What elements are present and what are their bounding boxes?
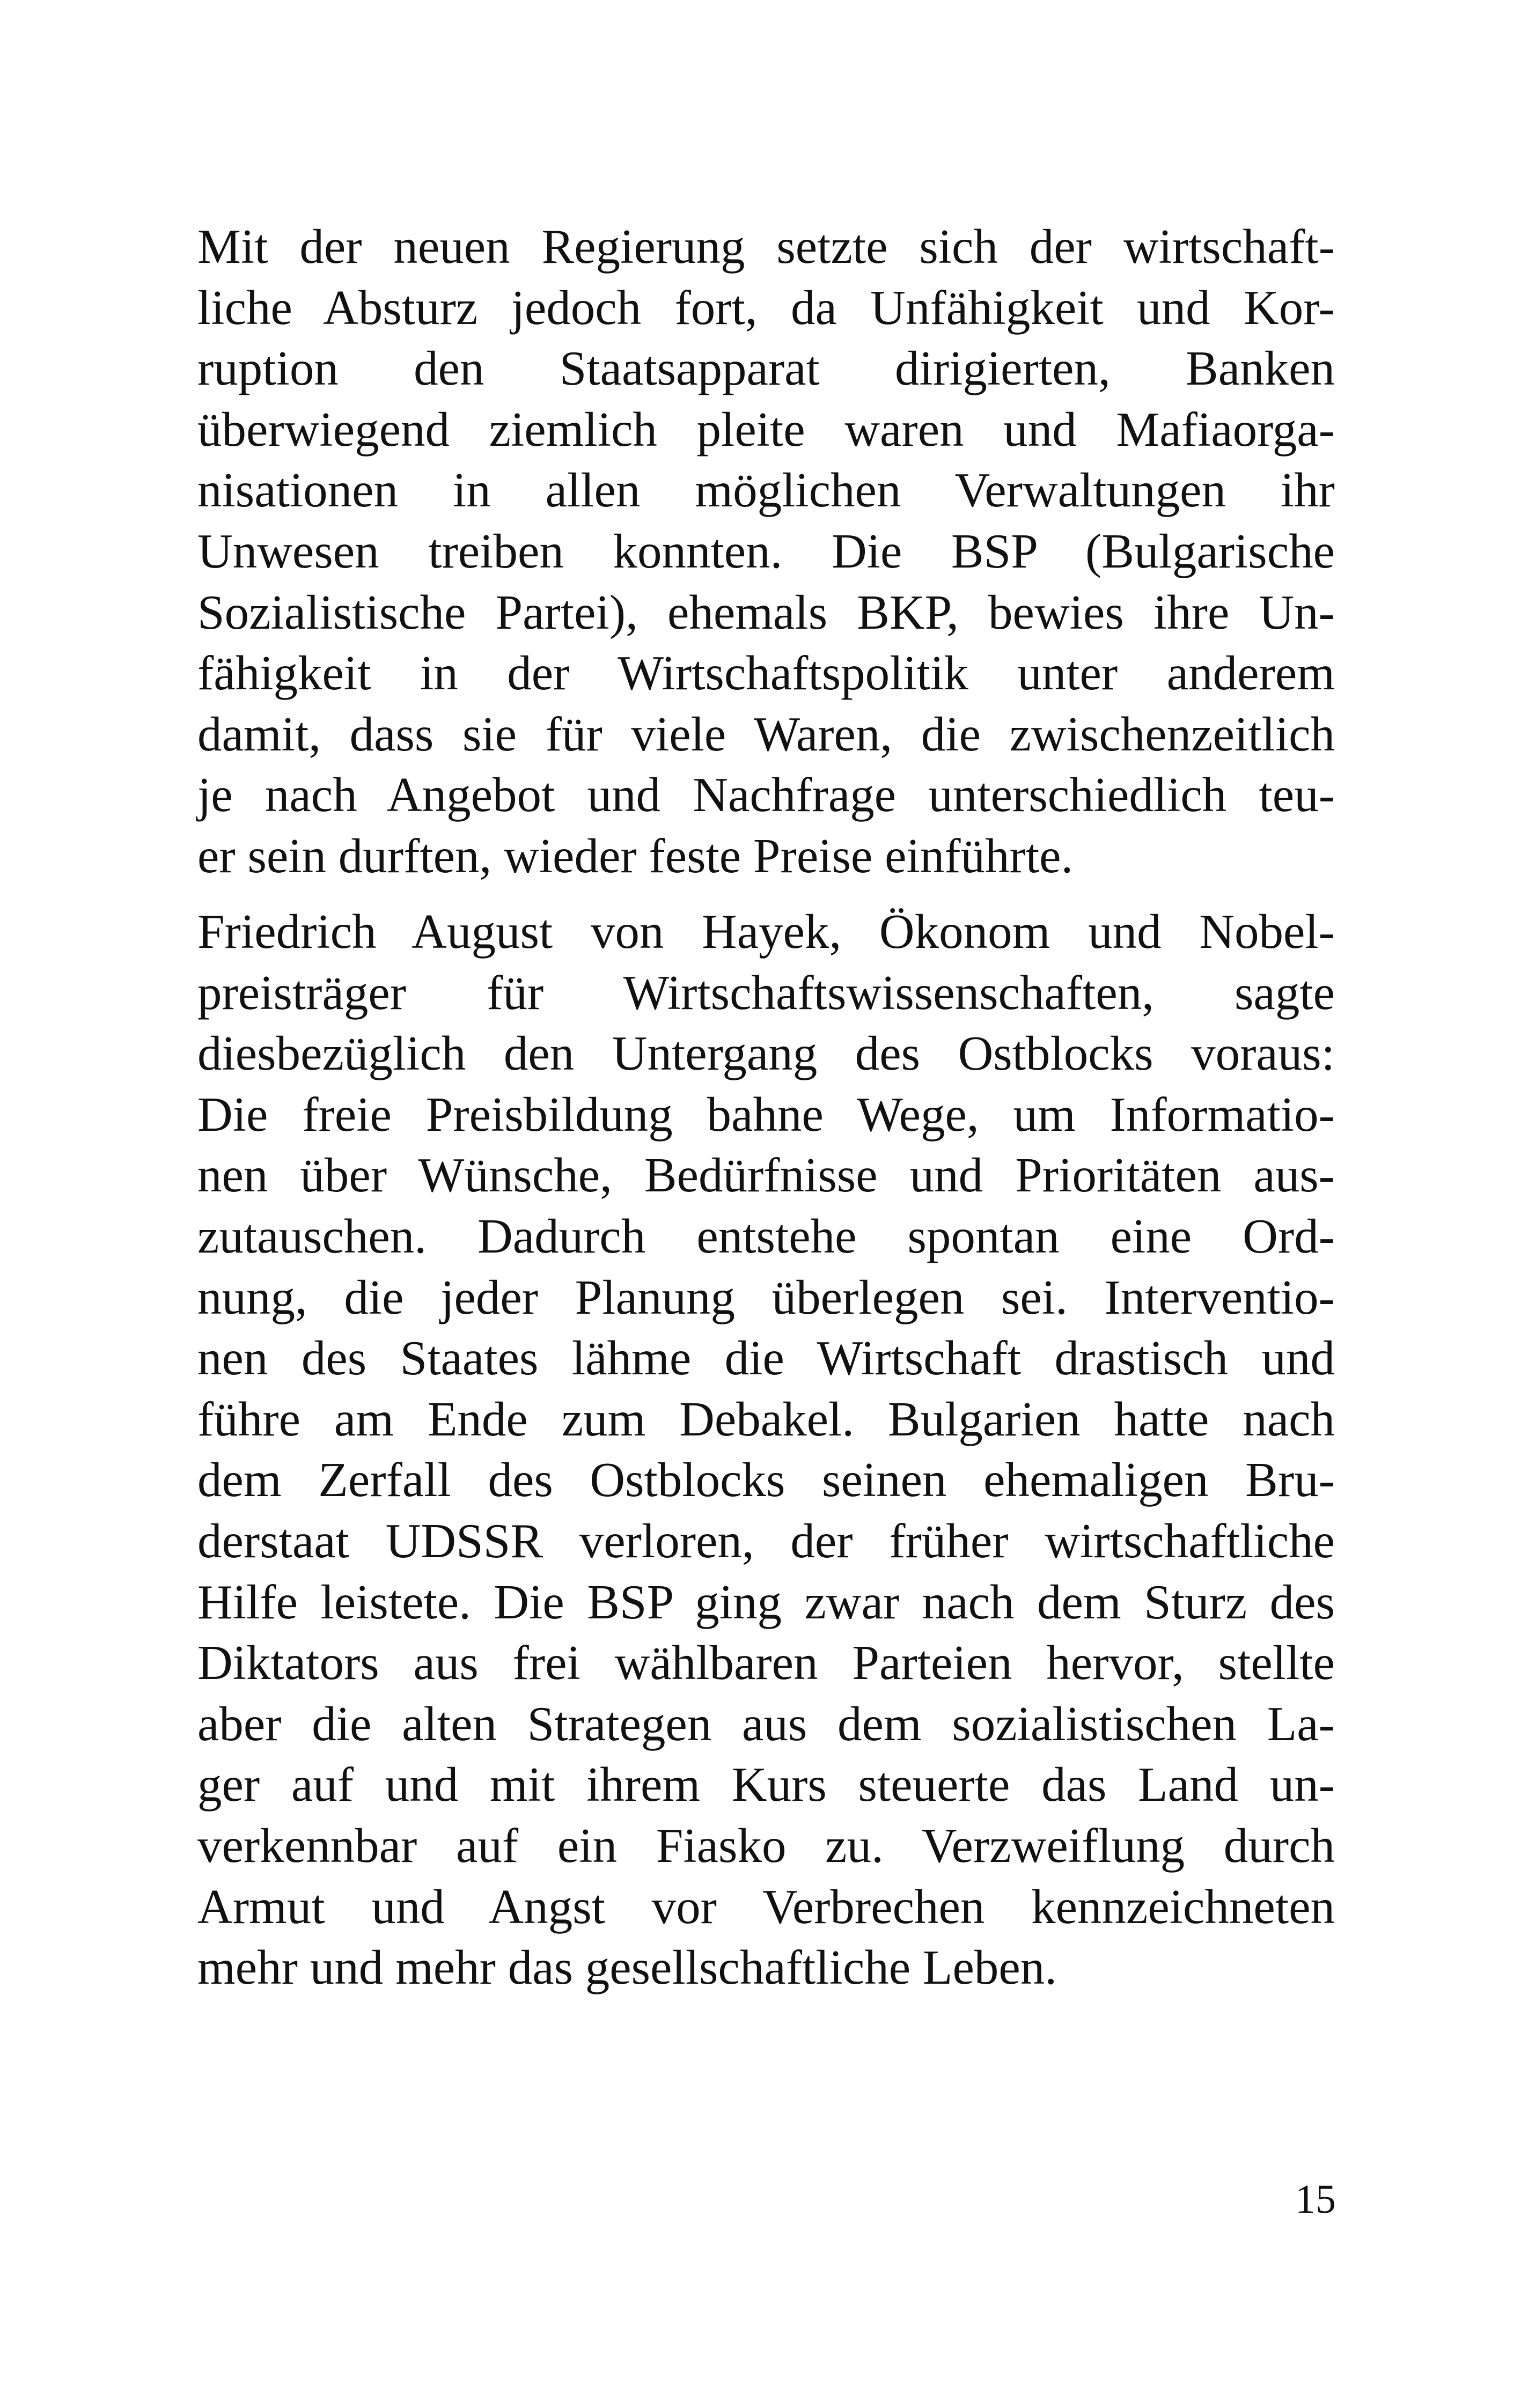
text-line: führe am Ende zum Debakel. Bulgarien hatte nach <box>197 1391 1335 1446</box>
text-line: preisträger für Wirtschaftswissenschaften, sagte <box>197 965 1335 1020</box>
page-number: 15 <box>1295 2177 1336 2222</box>
text-line: er sein durften, wieder feste Preise einführte. <box>197 828 1074 883</box>
text-line: nen über Wünsche, Bedürfnisse und Prioritäten aus- <box>197 1148 1335 1203</box>
text-line: aber die alten Strategen aus dem sozialistischen La- <box>197 1696 1335 1751</box>
text-line: Die freie Preisbildung bahne Wege, um Informatio- <box>197 1087 1335 1142</box>
text-line: Diktators aus frei wählbaren Parteien hervor, stellte <box>197 1636 1335 1690</box>
paragraph-hayek <box>197 901 1335 1998</box>
text-line: ger auf und mit ihrem Kurs steuerte das Land un- <box>197 1757 1335 1812</box>
text-line: Armut und Angst vor Verbrechen kennzeichneten <box>197 1879 1335 1934</box>
text-line: je nach Angebot und Nachfrage unterschiedlich teu- <box>197 768 1335 822</box>
text-line: dem Zerfall des Ostblocks seinen ehemaligen Bru- <box>197 1453 1335 1507</box>
text-line: Unwesen treiben konnten. Die BSP (Bulgarische <box>197 524 1335 578</box>
text-line: liche Absturz jedoch fort, da Unfähigkeit und Kor- <box>197 280 1335 335</box>
text-line: zutauschen. Dadurch entstehe spontan eine Ord- <box>197 1209 1335 1263</box>
text-line: überwiegend ziemlich pleite waren und Mafiaorga- <box>197 402 1335 456</box>
text-line: fähigkeit in der Wirtschaftspolitik unter anderem <box>197 646 1335 701</box>
paragraph-regierung <box>197 216 1335 887</box>
text-line: nen des Staates lähme die Wirtschaft drastisch und <box>197 1331 1335 1386</box>
text-line: ruption den Staatsapparat dirigierten, Banken <box>197 341 1335 396</box>
text-line: Friedrich August von Hayek, Ökonom und Nobel- <box>197 904 1335 959</box>
text-line: nisationen in allen möglichen Verwaltungen ihr <box>197 463 1335 518</box>
text-line: Sozialistische Partei), ehemals BKP, bewies ihre Un- <box>197 585 1335 639</box>
text-line: diesbezüglich den Untergang des Ostblocks voraus: <box>197 1026 1335 1081</box>
text-line: damit, dass sie für viele Waren, die zwischenzeitlich <box>197 706 1335 761</box>
text-line: nung, die jeder Planung überlegen sei. Interventio- <box>197 1270 1335 1324</box>
text-line: Hilfe leistete. Die BSP ging zwar nach dem Sturz des <box>197 1574 1335 1629</box>
text-line: derstaat UDSSR verloren, der früher wirtschaftliche <box>197 1513 1335 1568</box>
text-line: Mit der neuen Regierung setzte sich der wirtschaft- <box>197 219 1335 274</box>
text-line: mehr und mehr das gesellschaftliche Leben. <box>197 1940 1057 1995</box>
text-line: verkennbar auf ein Fiasko zu. Verzweiflung durch <box>197 1818 1335 1873</box>
